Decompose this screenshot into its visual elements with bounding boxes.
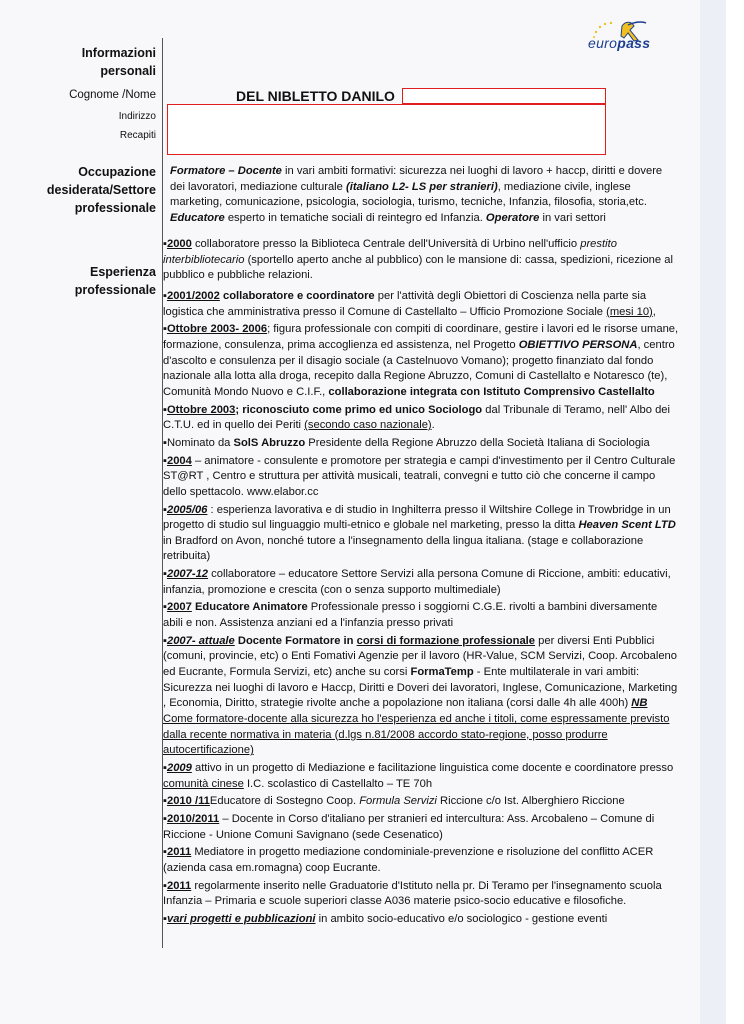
experience-list bbox=[163, 237, 679, 928]
text-run: – animatore - consulente e promotore per strategia e campi d'investimento per il Centro Culturale ST@RT , Centro e struttura per attività musicali, teatrali, convegni e tutto ciò che concerne il campo dello spettacolo. www.elabor.cc bbox=[163, 454, 676, 498]
text-run: 2011 bbox=[166, 879, 192, 892]
bullet: ▪ bbox=[163, 634, 167, 647]
text-run: (sportello aperto anche al pubblico) con le mansione di: cassa, spedizioni, ricezione al pubblico e pubbliche relazioni. bbox=[163, 253, 673, 282]
full-name: DEL NIBLETTO DANILO bbox=[236, 88, 395, 104]
bullet: ▪ bbox=[163, 289, 167, 302]
label-recapiti: Recapiti bbox=[119, 130, 156, 141]
text-run: Riccione c/o Ist. Alberghiero Riccione bbox=[436, 795, 625, 808]
text-run: FormaTemp bbox=[410, 666, 474, 679]
text-run: Heaven Scent LTD bbox=[578, 519, 676, 532]
text-run: 2000 bbox=[166, 238, 192, 250]
experience-item bbox=[163, 403, 679, 434]
text-run: (mesi 10) bbox=[606, 305, 653, 318]
experience-item bbox=[163, 879, 679, 910]
bullet: ▪ bbox=[163, 879, 167, 892]
bullet: ▪ bbox=[163, 601, 167, 614]
section-label: professionale bbox=[74, 283, 156, 297]
bullet: ▪ bbox=[163, 436, 167, 449]
text-run: , centro d'ascolto e consulenza per il disagio sociale (a Castelnuovo Vomano); progetto finanziato dal fondo nazionale alla lotta alla droga, recepito dalla Regione Abruzzo, Comuni di Castellalto e Notaresco (te), Comunità Mondo Nuovo e C.I.F., bbox=[163, 338, 675, 398]
text-run: per diversi Enti Pubblici (comuni, provincie, etc) o Enti Fomativi Agenzie per il lavoro (HR-Value, SCM Servizi, Coop. Arcobaleno ed Eucrante, Formula Servizi, etc) anche su corsi bbox=[163, 634, 678, 679]
text-run: collaboratore e coordinatore bbox=[219, 289, 375, 302]
text-run: in ambito socio-educativo e/o sociologico - gestione eventi bbox=[315, 912, 608, 925]
section-label: Occupazione bbox=[78, 165, 156, 179]
text-run: vari progetti e pubblicazioni bbox=[166, 912, 316, 925]
text-run: in vari ambiti formativi: sicurezza nei luoghi di lavoro + haccp, diritti e dovere dei lavoratori, mediazione culturale bbox=[170, 165, 663, 193]
bullet: ▪ bbox=[163, 403, 167, 416]
text-run: per l'attività degli Obiettori di Coscienza nella parte sia logistica che amministrativa presso il Comune di Castellalto – Ufficio Promozione Sociale bbox=[163, 289, 647, 318]
experience-item bbox=[163, 812, 679, 843]
text-run: Educatore Animatore bbox=[191, 601, 308, 614]
bullet: ▪ bbox=[163, 762, 167, 774]
text-run: Ottobre 2003- 2006 bbox=[166, 323, 268, 336]
europass-logo bbox=[584, 16, 674, 56]
europass-logo-text: europass bbox=[588, 35, 651, 51]
redacted-box bbox=[167, 104, 606, 155]
experience-item bbox=[163, 912, 679, 928]
text-run: NB bbox=[631, 697, 648, 710]
experience-item bbox=[163, 567, 679, 598]
text-run: Nominato da bbox=[166, 436, 234, 449]
experience-item bbox=[163, 600, 679, 631]
text-run: OBIETTIVO PERSONA bbox=[518, 338, 638, 351]
text-run: 2010/2011 bbox=[166, 812, 220, 825]
text-run: collaboratore presso la Biblioteca Centrale dell'Università di Urbino nell'ufficio bbox=[191, 238, 581, 250]
label-cognome-nome: Cognome /Nome bbox=[69, 89, 156, 101]
redacted-box bbox=[402, 88, 606, 104]
section-label: Informazioni bbox=[81, 46, 156, 60]
text-run: SolS Abruzzo bbox=[233, 436, 306, 449]
text-run: comunità cinese bbox=[163, 777, 244, 790]
text-run: - Ente multilaterale in vari ambiti: Sicurezza nei luoghi di lavoro e Haccp, Diritti e Doveri dei lavoratori, Inglese, Comunicazione, Marketing , Economia, Diritto, strategie rivolte anche a popolazione non italiana (corsi dalle 4h alle 400h) bbox=[163, 666, 678, 710]
occupation-text bbox=[170, 164, 670, 226]
experience-item bbox=[163, 634, 679, 759]
text-run: (italiano L2- LS per stranieri) bbox=[346, 180, 498, 193]
bullet: ▪ bbox=[163, 503, 167, 516]
text-run: corsi di formazione professionale bbox=[356, 634, 536, 647]
text-run: I.C. scolastico di Castellalto – TE 70h bbox=[243, 777, 433, 790]
text-run: Mediatore in progetto mediazione condominiale-prevenzione e risoluzione del conflitto ACER (azienda casa em.romagna) coop Eucrante. bbox=[163, 846, 654, 874]
text-run: 2007-12 bbox=[166, 568, 209, 581]
section-label: desiderata/Settore bbox=[46, 183, 156, 197]
bullet: ▪ bbox=[163, 812, 167, 825]
text-run: collaborazione integrata con Istituto Comprensivo Castellalto bbox=[328, 385, 655, 398]
text-run: : esperienza lavorativa e di studio in Inghilterra presso il Wiltshire College in Trowbridge in un progetto di studio sul linguaggio multi-etnico e globale nel marketing, presso la ditta bbox=[163, 503, 671, 532]
experience-item bbox=[163, 845, 679, 876]
section-personal-info bbox=[10, 44, 156, 80]
text-run: 2011 bbox=[166, 846, 192, 859]
text-run: 2009 bbox=[166, 762, 192, 774]
bullet: ▪ bbox=[163, 795, 167, 808]
text-run: Come formatore-docente alla sicurezza ho l'esperienza ed anche i titoli, come espressamente previsto dalla recente normativa in materia (d.lgs n.81/2008 accordo stato-regione, posso produrre autocertificazione) bbox=[163, 713, 670, 757]
text-run: Educatore di Sostegno Coop. bbox=[209, 795, 360, 808]
bullet: ▪ bbox=[163, 568, 167, 581]
text-run: Educatore bbox=[170, 211, 225, 224]
text-run: Formatore – Docente bbox=[170, 165, 282, 177]
experience-item bbox=[163, 503, 679, 566]
text-run: collaboratore – educatore Settore Servizi alla persona Comune di Riccione, ambiti: educativi, infanzia, promozione e crescita (con o senza supporto multimediale) bbox=[163, 568, 671, 596]
experience-item bbox=[163, 761, 679, 792]
text-run: esperto in tematiche sociali di reintegro ed Infanzia. bbox=[224, 211, 486, 224]
label-indirizzo: Indirizzo bbox=[118, 111, 156, 122]
text-run: in vari settori bbox=[539, 211, 606, 224]
text-run: Presidente della Regione Abruzzo della Società Italiana di Sociologia bbox=[305, 436, 650, 449]
text-run: Docente Formatore in bbox=[234, 634, 357, 647]
text-run: 2001/2002 bbox=[166, 289, 220, 302]
text-run: ; figura professionale con compiti di coordinare, gestire i lavori ed le risorse umane, formazione, consulenza, prima accoglienza ed assistenza, nel Progetto bbox=[163, 323, 679, 351]
text-run: Ottobre 2003 bbox=[166, 403, 236, 416]
text-run: , mediazione civile, inglese marketing, comunicazione, psicologia, sociologia, turismo, tecniche, Infanzia, filosofia, storia,etc. bbox=[170, 180, 647, 209]
text-run: – Docente in Corso d'italiano per stranieri ed intercultura: Ass. Arcobaleno – Comune di Riccione - Unione Comuni Savignano (sede Cesenatico) bbox=[163, 812, 655, 841]
text-run: . bbox=[431, 419, 435, 432]
experience-item bbox=[163, 289, 679, 320]
text-run: prestito interbibliotecario bbox=[163, 238, 617, 266]
experience-item bbox=[163, 322, 679, 400]
text-run: dal Tribunale di Teramo, nell' Albo dei C.T.U. ed in quello dei Periti bbox=[163, 403, 671, 432]
section-label: Esperienza bbox=[89, 265, 156, 279]
text-run: ; riconosciuto come primo ed unico Sociologo bbox=[235, 403, 483, 416]
section-experience bbox=[10, 263, 156, 299]
experience-item bbox=[163, 436, 679, 452]
text-run: Operatore bbox=[485, 211, 540, 224]
bullet: ▪ bbox=[163, 846, 167, 859]
text-run: 2010 /11 bbox=[166, 795, 210, 808]
experience-item bbox=[163, 237, 679, 284]
text-run: 2007 bbox=[166, 601, 192, 614]
text-run: , bbox=[652, 305, 656, 318]
text-run: (secondo caso nazionale) bbox=[304, 419, 432, 432]
text-run: 2004 bbox=[166, 454, 192, 467]
text-run: in Bradford on Avon, nonché tutore a l'insegnamento della lingua italiana. (stage e collaborazione retribuita) bbox=[163, 534, 644, 563]
experience-item bbox=[163, 454, 679, 501]
bullet: ▪ bbox=[163, 323, 167, 336]
experience-item bbox=[163, 794, 679, 810]
bullet: ▪ bbox=[163, 454, 167, 467]
section-label: professionale bbox=[74, 201, 156, 215]
text-run: Formula Servizi bbox=[359, 795, 437, 808]
bullet: ▪ bbox=[163, 912, 167, 925]
text-run: attivo in un progetto di Mediazione e facilitazione linguistica come docente e coordinatore presso bbox=[191, 762, 674, 774]
text-run: Professionale presso i soggiorni C.G.E. rivolti a bambini diversamente abili e non. Assistenza anziani ed a l'infanzia presso privati bbox=[163, 601, 658, 630]
text-run: 2007- attuale bbox=[166, 634, 235, 647]
text-run: 2005/06 bbox=[166, 503, 208, 516]
bullet: ▪ bbox=[163, 238, 167, 250]
scan-edge bbox=[700, 0, 722, 1024]
section-occupation bbox=[10, 163, 156, 217]
section-label: personali bbox=[100, 64, 156, 78]
text-run: regolarmente inserito nelle Graduatorie d'Istituto nella pr. Di Teramo per l'insegnamento scuola Infanzia – Primaria e scuole superiori classe A036 materie psico-socio educative e filosofiche. bbox=[163, 879, 662, 908]
